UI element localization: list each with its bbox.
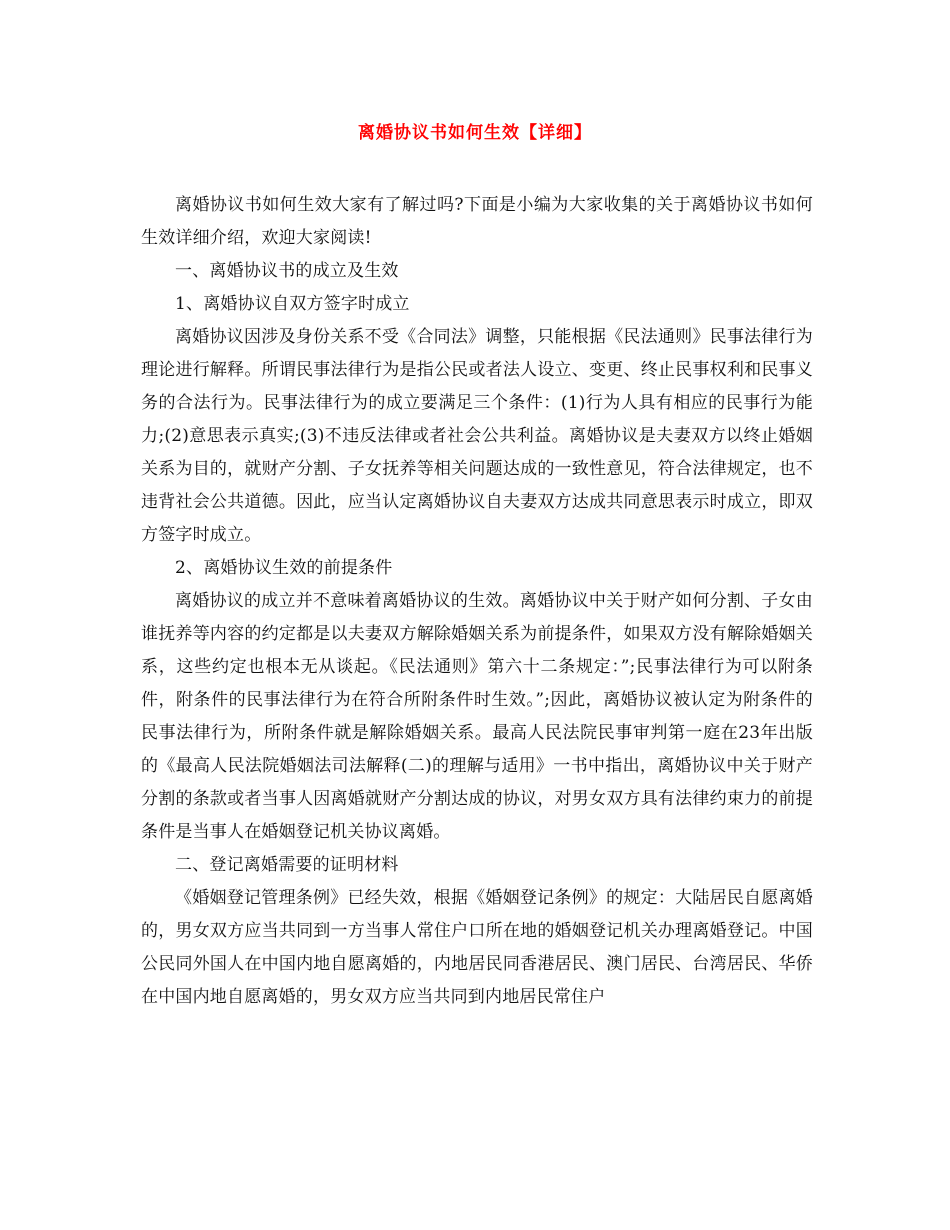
intro-paragraph: 离婚协议书如何生效大家有了解过吗?下面是小编为大家收集的关于离婚协议书如何生效详细介绍，欢迎大家阅读!	[141, 195, 813, 248]
document-body	[141, 189, 813, 1014]
subsection-heading-1: 1、离婚协议自双方签字时成立	[175, 294, 410, 314]
body-paragraph-3: 《婚姻登记管理条例》已经失效，根据《婚姻登记条例》的规定：大陆居民自愿离婚的，男女双方应当共同到一方当事人常住户口所在地的婚姻登记机关办理离婚登记。中国公民同外国人在中国内地自愿离婚的，内地居民同香港居民、澳门居民、台湾居民、华侨在中国内地自愿离婚的，男女双方应当共同到内地居民常住户	[141, 888, 813, 1007]
subsection-heading-2: 2、离婚协议生效的前提条件	[175, 558, 393, 578]
body-paragraph-1: 离婚协议因涉及身份关系不受《合同法》调整，只能根据《民法通则》民事法律行为理论进行解释。所谓民事法律行为是指公民或者法人设立、变更、终止民事权利和民事义务的合法行为。民事法律行为的成立要满足三个条件：(1)行为人具有相应的民事行为能力;(2)意思表示真实;(3)不违反法律或者社会公共利益。离婚协议是夫妻双方以终止婚姻关系为目的，就财产分割、子女抚养等相关问题达成的一致性意见，符合法律规定，也不违背社会公共道德。因此，应当认定离婚协议自夫妻双方达成共同意思表示时成立，即双方签字时成立。	[141, 327, 813, 545]
section-heading-1: 一、离婚协议书的成立及生效	[175, 261, 399, 281]
document-title: 离婚协议书如何生效【详细】	[358, 123, 592, 143]
section-heading-2: 二、登记离婚需要的证明材料	[175, 855, 399, 875]
body-paragraph-2: 离婚协议的成立并不意味着离婚协议的生效。离婚协议中关于财产如何分割、子女由谁抚养等内容的约定都是以夫妻双方解除婚姻关系为前提条件，如果双方没有解除婚姻关系，这些约定也根本无从谈起。《民法通则》第六十二条规定：”;民事法律行为可以附条件，附条件的民事法律行为在符合所附条件时生效。”;因此，离婚协议被认定为附条件的民事法律行为，所附条件就是解除婚姻关系。最高人民法院民事审判第一庭在23年出版的《最高人民法院婚姻法司法解释(二)的理解与适用》一书中指出，离婚协议中关于财产分割的条款或者当事人因离婚就财产分割达成的协议，对男女双方具有法律约束力的前提条件是当事人在婚姻登记机关协议离婚。	[141, 591, 813, 842]
